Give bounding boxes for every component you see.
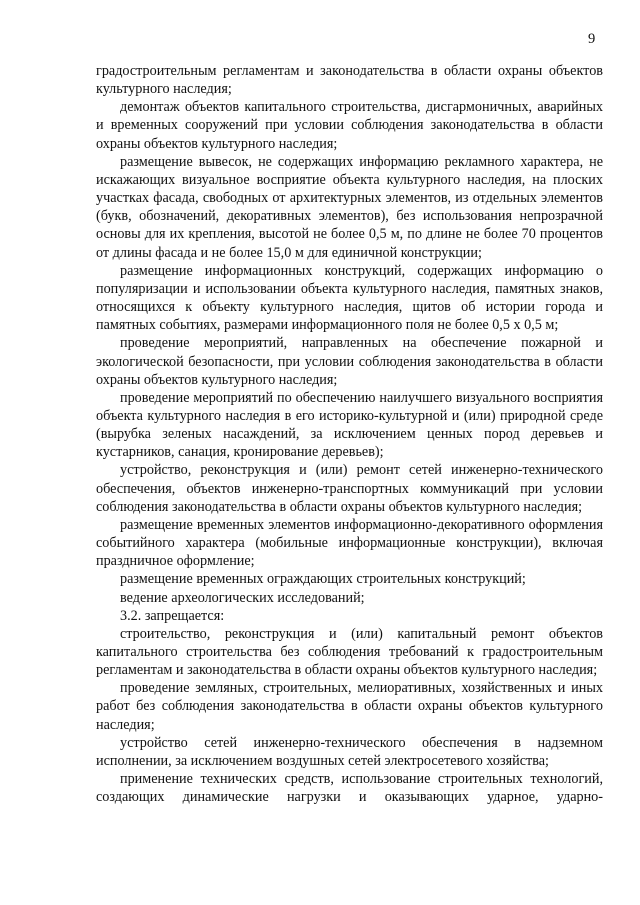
paragraph-construction-prohibited: строительство, реконструкция и (или) капитальный ремонт объектов капитального строительства без соблюдения требований к градостроительным регламентам и законодательства в области охраны объектов культурного наследия;: [96, 625, 603, 679]
paragraph-signage: размещение вывесок, не содержащих информацию рекламного характера, не искажающих визуальное восприятие объекта культурного наследия, на плоских участках фасада, свободных от архитектурных элементов, из отдельных элементов (букв, обозначений, декоративных элементов), без использования непрозрачной основы для их крепления, высотой не более 0,5 м, по длине не более 70 процентов от длины фасада и не более 15,0 м для единичной конструкции;: [96, 153, 603, 261]
paragraph-technical-means: применение технических средств, использование строительных технологий, создающих динамические нагрузки и оказывающих ударное, ударно-: [96, 771, 603, 806]
section-heading-prohibited: 3.2. запрещается:: [120, 607, 225, 624]
paragraph-temporary-decor: размещение временных элементов информационно-декоративного оформления событийного характера (мобильные информационные конструкции), включая праздничное оформление;: [96, 516, 603, 570]
paragraph-engineering-networks: устройство, реконструкция и (или) ремонт сетей инженерно-технического обеспечения, объектов инженерно-транспортных коммуникаций при условии соблюдения законодательства в области охраны объектов культурного наследия;: [96, 462, 603, 515]
paragraph-fire-safety: проведение мероприятий, направленных на обеспечение пожарной и экологической безопасности, при условии соблюдения законодательства в области охраны объектов культурного наследия;: [96, 335, 603, 388]
paragraph-temporary-fencing: размещение временных ограждающих строительных конструкций;: [120, 571, 526, 588]
document-body: [96, 62, 603, 806]
paragraph-visual-perception: проведение мероприятий по обеспечению наилучшего визуального восприятия объекта культурного наследия в его историко-культурной и (или) природной среде (вырубка зеленых насаждений, за исключением ценных пород деревьев и кустарников, санация, кронирование деревьев);: [96, 389, 603, 461]
paragraph-info-structures: размещение информационных конструкций, содержащих информацию о популяризации и использовании объекта культурного наследия, памятных знаков, относящихся к объекту культурного наследия, щитов об истории города и памятных событиях, размерами информационного поля не более 0,5 х 0,5 м;: [96, 262, 603, 334]
paragraph-archaeology: ведение археологических исследований;: [120, 589, 365, 606]
paragraph-dismantling: демонтаж объектов капитального строительства, дисгармоничных, аварийных и временных сооружений при условии соблюдения законодательства в области охраны объектов культурного наследия;: [96, 99, 603, 152]
paragraph-overhead-networks: устройство сетей инженерно-технического обеспечения в надземном исполнении, за исключением воздушных сетей электросетевого хозяйства;: [96, 734, 603, 769]
paragraph-earthworks-prohibited: проведение земляных, строительных, мелиоративных, хозяйственных и иных работ без соблюдения законодательства в области охраны объектов культурного наследия;: [96, 680, 603, 733]
page-number: 9: [588, 31, 596, 47]
paragraph-continuation: градостроительным регламентам и законодательства в области охраны объектов культурного наследия;: [96, 63, 603, 98]
